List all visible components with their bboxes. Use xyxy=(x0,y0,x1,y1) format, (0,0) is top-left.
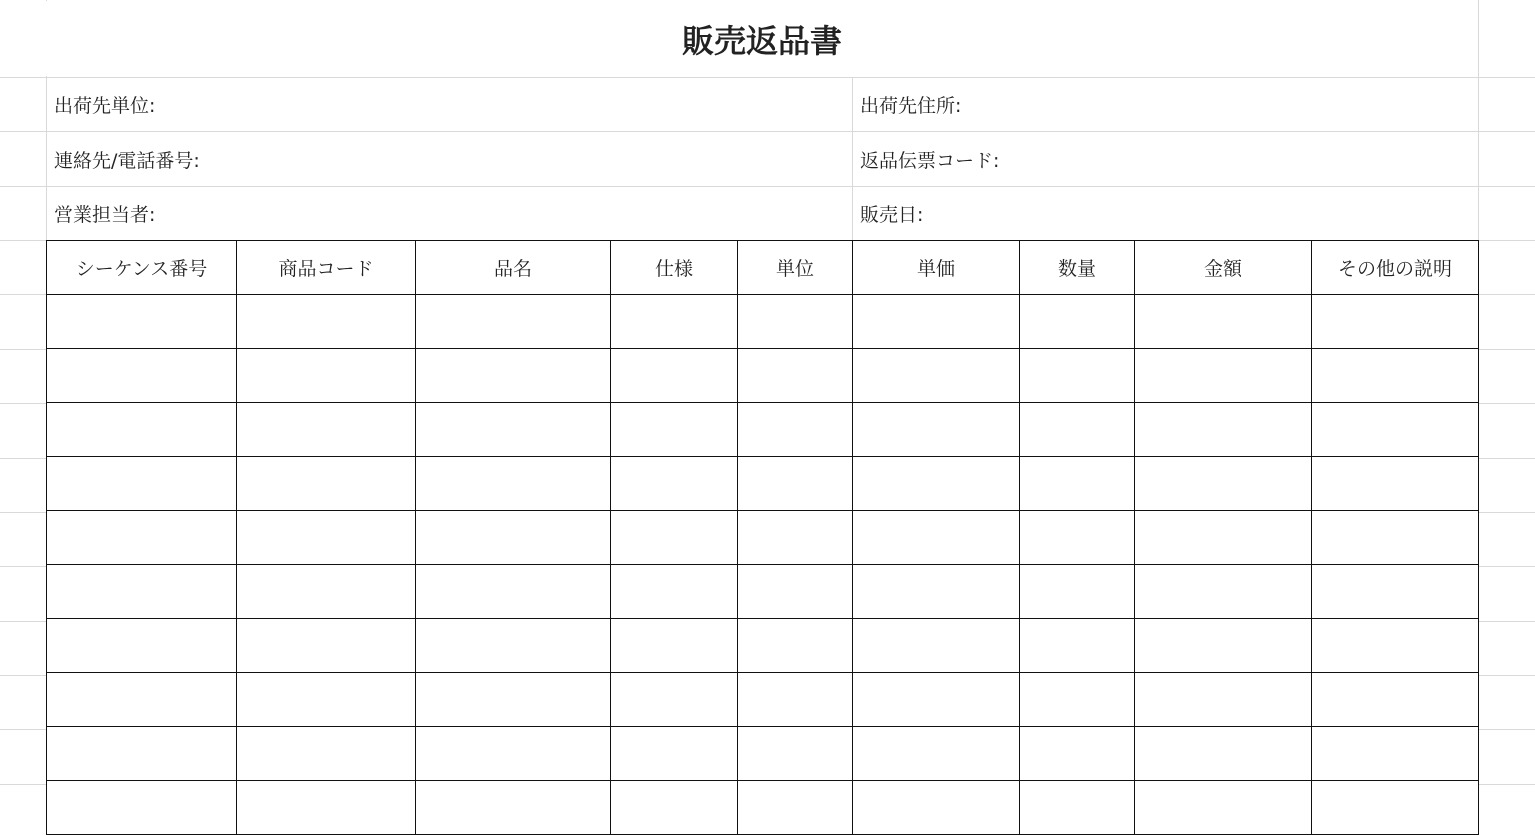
table-cell[interactable] xyxy=(611,349,738,403)
table-cell[interactable] xyxy=(611,619,738,673)
table-cell[interactable] xyxy=(1135,349,1312,403)
col-header-quantity[interactable]: 数量 xyxy=(1020,241,1135,295)
table-cell[interactable] xyxy=(47,457,237,511)
table-cell[interactable] xyxy=(853,565,1020,619)
table-cell[interactable] xyxy=(1020,727,1135,781)
table-cell[interactable] xyxy=(416,673,611,727)
table-cell[interactable] xyxy=(47,781,237,835)
table-body xyxy=(47,295,1479,835)
form-title[interactable]: 販売返品書 xyxy=(46,1,1478,76)
table-cell[interactable] xyxy=(1020,565,1135,619)
table-cell[interactable] xyxy=(1312,295,1479,349)
table-cell[interactable] xyxy=(1135,457,1312,511)
table-cell[interactable] xyxy=(1135,727,1312,781)
table-cell[interactable] xyxy=(237,673,416,727)
table-cell[interactable] xyxy=(1135,565,1312,619)
table-cell[interactable] xyxy=(738,295,853,349)
table-cell[interactable] xyxy=(416,511,611,565)
table-cell[interactable] xyxy=(1312,565,1479,619)
table-cell[interactable] xyxy=(237,457,416,511)
table-cell[interactable] xyxy=(1312,403,1479,457)
table-cell[interactable] xyxy=(47,619,237,673)
table-cell[interactable] xyxy=(611,781,738,835)
table-cell[interactable] xyxy=(738,727,853,781)
table-cell[interactable] xyxy=(1020,511,1135,565)
table-cell[interactable] xyxy=(1312,673,1479,727)
table-cell[interactable] xyxy=(853,403,1020,457)
table-cell[interactable] xyxy=(853,511,1020,565)
table-cell[interactable] xyxy=(416,457,611,511)
table-cell[interactable] xyxy=(416,403,611,457)
table-cell[interactable] xyxy=(237,727,416,781)
table-cell[interactable] xyxy=(1020,457,1135,511)
col-header-sequence-number[interactable]: シーケンス番号 xyxy=(47,241,237,295)
table-cell[interactable] xyxy=(853,619,1020,673)
return-slip-code-cell[interactable]: 返品伝票コード: xyxy=(853,132,1478,186)
contact-phone-cell[interactable]: 連絡先/電話番号: xyxy=(47,132,852,186)
col-header-unit-price[interactable]: 単価 xyxy=(853,241,1020,295)
table-cell[interactable] xyxy=(416,781,611,835)
table-cell[interactable] xyxy=(611,511,738,565)
table-cell[interactable] xyxy=(237,403,416,457)
table-cell[interactable] xyxy=(47,727,237,781)
table-row xyxy=(47,619,1479,673)
table-cell[interactable] xyxy=(1312,457,1479,511)
table-cell[interactable] xyxy=(1135,619,1312,673)
ship-to-unit-cell[interactable]: 出荷先単位: xyxy=(47,78,852,131)
table-cell[interactable] xyxy=(738,673,853,727)
table-row xyxy=(47,349,1479,403)
table-cell[interactable] xyxy=(1312,349,1479,403)
table-cell[interactable] xyxy=(47,565,237,619)
table-cell[interactable] xyxy=(1020,349,1135,403)
table-cell[interactable] xyxy=(1312,511,1479,565)
table-cell[interactable] xyxy=(853,673,1020,727)
sale-date-cell[interactable]: 販売日: xyxy=(853,187,1478,240)
table-row xyxy=(47,673,1479,727)
col-header-unit[interactable]: 単位 xyxy=(738,241,853,295)
table-cell[interactable] xyxy=(611,727,738,781)
table-cell[interactable] xyxy=(738,457,853,511)
ship-to-address-cell[interactable]: 出荷先住所: xyxy=(853,78,1478,131)
table-cell[interactable] xyxy=(47,673,237,727)
table-cell[interactable] xyxy=(416,727,611,781)
table-cell[interactable] xyxy=(237,511,416,565)
table-cell[interactable] xyxy=(1312,619,1479,673)
table-cell[interactable] xyxy=(611,565,738,619)
table-cell[interactable] xyxy=(416,565,611,619)
table-cell[interactable] xyxy=(416,619,611,673)
col-header-amount[interactable]: 金額 xyxy=(1135,241,1312,295)
table-cell[interactable] xyxy=(611,295,738,349)
table-cell[interactable] xyxy=(738,781,853,835)
table-cell[interactable] xyxy=(237,349,416,403)
table-cell[interactable] xyxy=(1020,673,1135,727)
table-cell[interactable] xyxy=(611,403,738,457)
table-header-row xyxy=(47,241,1479,295)
table-cell[interactable] xyxy=(47,349,237,403)
table-cell[interactable] xyxy=(416,349,611,403)
table-row xyxy=(47,511,1479,565)
table-cell[interactable] xyxy=(47,511,237,565)
table-cell[interactable] xyxy=(1135,781,1312,835)
table-cell[interactable] xyxy=(738,619,853,673)
table-row xyxy=(47,727,1479,781)
col-header-other-notes[interactable]: その他の説明 xyxy=(1312,241,1479,295)
col-header-specification[interactable]: 仕様 xyxy=(611,241,738,295)
table-cell[interactable] xyxy=(853,349,1020,403)
table-cell[interactable] xyxy=(416,295,611,349)
table-cell[interactable] xyxy=(1020,295,1135,349)
table-cell[interactable] xyxy=(1312,781,1479,835)
table-cell[interactable] xyxy=(47,295,237,349)
table-cell[interactable] xyxy=(738,565,853,619)
table-row xyxy=(47,403,1479,457)
table-cell[interactable] xyxy=(1020,781,1135,835)
table-cell[interactable] xyxy=(853,781,1020,835)
table-cell[interactable] xyxy=(1020,403,1135,457)
sales-rep-cell[interactable]: 営業担当者: xyxy=(47,187,852,240)
table-cell[interactable] xyxy=(738,511,853,565)
table-cell[interactable] xyxy=(1020,619,1135,673)
table-cell[interactable] xyxy=(237,619,416,673)
table-cell[interactable] xyxy=(237,565,416,619)
table-cell[interactable] xyxy=(1135,295,1312,349)
table-cell[interactable] xyxy=(611,673,738,727)
table-cell[interactable] xyxy=(738,349,853,403)
table-cell[interactable] xyxy=(1312,727,1479,781)
table-cell[interactable] xyxy=(1135,673,1312,727)
table-cell[interactable] xyxy=(611,457,738,511)
table-cell[interactable] xyxy=(1135,511,1312,565)
table-cell[interactable] xyxy=(237,295,416,349)
table-cell[interactable] xyxy=(738,403,853,457)
table-cell[interactable] xyxy=(1135,403,1312,457)
returns-detail-table xyxy=(46,240,1479,835)
col-header-product-code[interactable]: 商品コード xyxy=(237,241,416,295)
table-row xyxy=(47,457,1479,511)
table-row xyxy=(47,565,1479,619)
table-cell[interactable] xyxy=(853,727,1020,781)
table-row xyxy=(47,295,1479,349)
table-cell[interactable] xyxy=(853,295,1020,349)
col-header-product-name[interactable]: 品名 xyxy=(416,241,611,295)
table-cell[interactable] xyxy=(237,781,416,835)
table-cell[interactable] xyxy=(853,457,1020,511)
table-cell[interactable] xyxy=(47,403,237,457)
table-row xyxy=(47,781,1479,835)
